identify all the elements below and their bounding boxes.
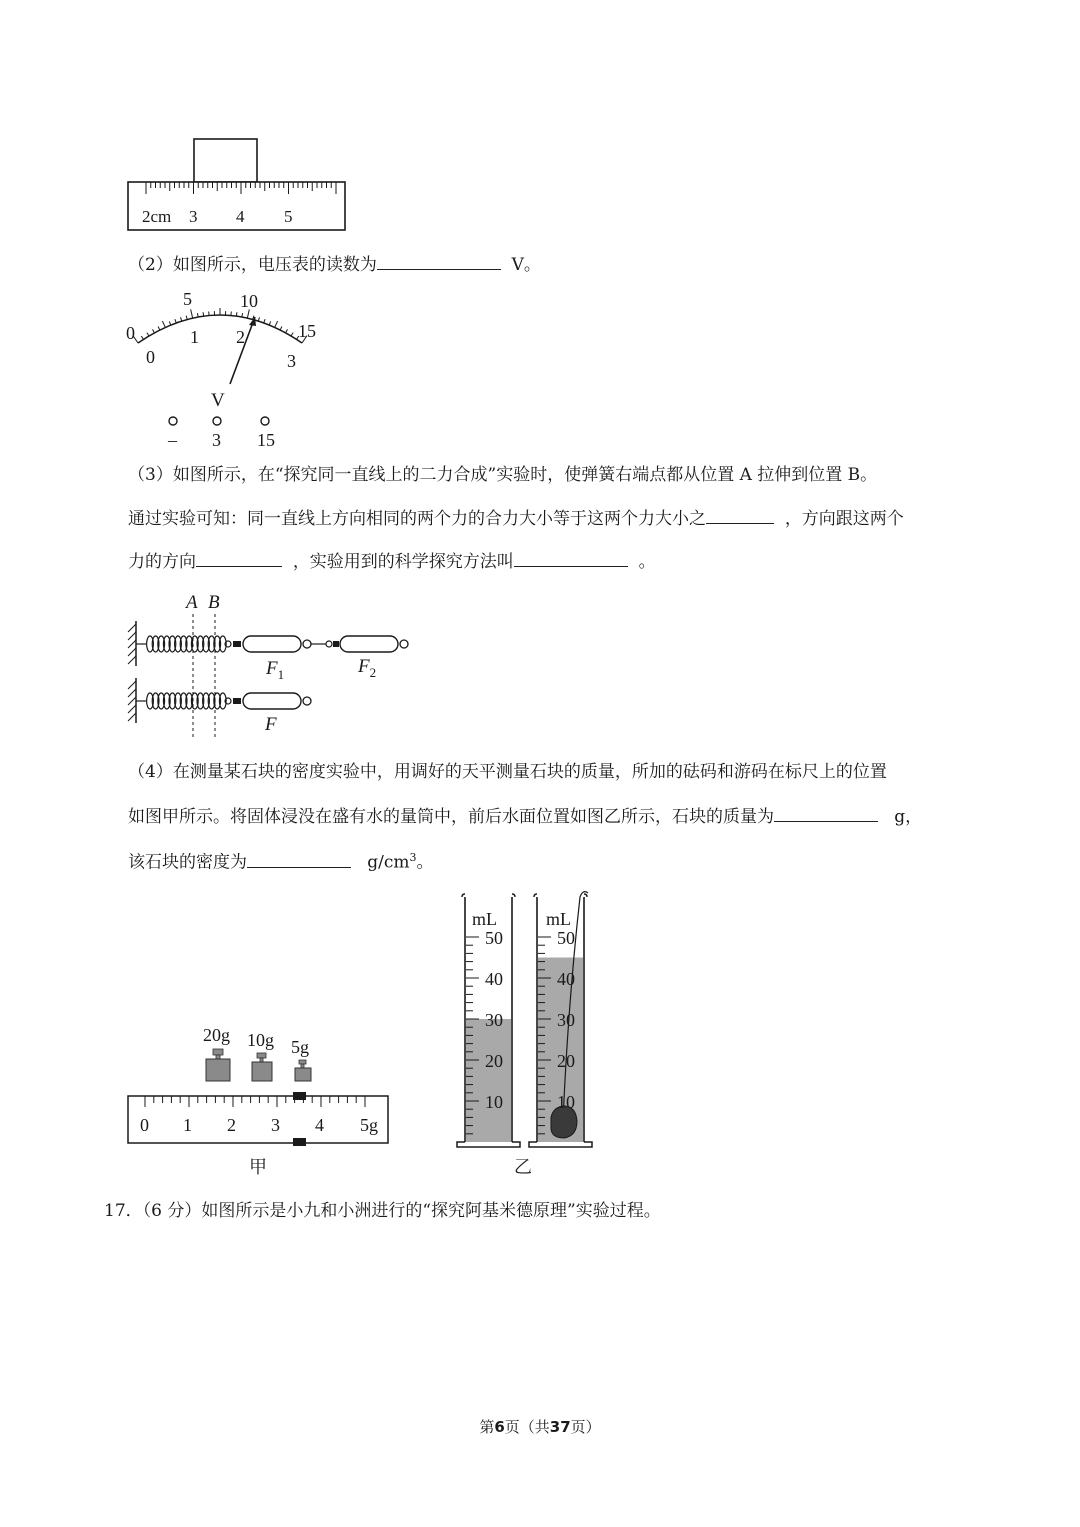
question-17: 17．（6 分）如图所示是小九和小洲进行的“探究阿基米德原理”实验过程。 — [104, 1201, 661, 1221]
position-a-label: A — [186, 592, 198, 613]
balance-scale-bar — [128, 1096, 388, 1143]
q4-text: 。 — [416, 852, 434, 873]
cylinder-2-label: 10 — [557, 1092, 575, 1112]
voltmeter-tick — [269, 321, 271, 325]
q3-line-1: （3）如图所示，在“探究同一直线上的二力合成”实验时，使弹簧右端点都从位置 A 拉伸到位置 B。 — [128, 465, 878, 485]
water-before — [466, 1019, 511, 1142]
cylinder-2-unit: mL — [546, 909, 571, 929]
wall-hatch — [128, 624, 136, 664]
weight-10g-neck — [260, 1058, 263, 1062]
volt-lower-label: 3 — [287, 351, 296, 371]
footer-text: 第 — [479, 1418, 495, 1436]
cylinder-1-label: 30 — [485, 1010, 503, 1030]
hook — [326, 641, 332, 647]
voltmeter-tick — [264, 319, 265, 323]
balance-figure — [120, 1020, 400, 1180]
cylinder-2-label: 40 — [557, 969, 575, 989]
q3-text: 通过实验可知：同一直线上方向相同的两个力的合力大小等于这两个力大小之 — [128, 509, 706, 529]
scale-connector — [233, 698, 241, 704]
weight-5g — [295, 1068, 311, 1081]
weight-5g-neck — [301, 1064, 304, 1068]
voltmeter-tick — [158, 326, 160, 330]
weight-5g-knob — [299, 1060, 306, 1064]
ruler-figure — [120, 130, 360, 240]
rider-bottom — [293, 1138, 306, 1146]
voltmeter-tick — [162, 321, 165, 327]
ruler-label: 2cm — [142, 207, 172, 226]
q4-line-2 — [128, 805, 922, 828]
terminal-3 — [213, 417, 221, 425]
page-number: 6 — [494, 1418, 505, 1436]
cylinder-1-rim — [462, 894, 515, 897]
spring-scale-f1 — [243, 636, 301, 652]
footer-text: 页（共 — [504, 1418, 550, 1436]
terminal-15 — [261, 417, 269, 425]
weight-20g-knob — [213, 1049, 223, 1055]
scale-connector — [333, 641, 339, 647]
weight-20g-neck — [216, 1055, 220, 1059]
answer-blank[interactable] — [196, 550, 282, 567]
voltmeter-tick — [236, 312, 237, 316]
weight-10g — [252, 1062, 272, 1081]
cylinder-1-label: 50 — [485, 928, 503, 948]
voltmeter-tick — [258, 317, 259, 321]
voltmeter-tick — [242, 313, 243, 317]
footer-text: 页） — [570, 1418, 601, 1436]
balance-scale-label: 1 — [183, 1115, 192, 1135]
q4-superscript: 3 — [409, 851, 417, 864]
spring-scale-f — [243, 693, 301, 709]
balance-scale-label: 4 — [315, 1115, 324, 1135]
force-f2-label: $F_2$ — [358, 656, 377, 680]
volt-upper-label: 15 — [298, 321, 316, 341]
volt-upper-label: 10 — [240, 291, 258, 311]
voltmeter-figure — [120, 285, 330, 455]
voltmeter-scale-arc — [138, 315, 302, 343]
terminal-label: – — [168, 430, 177, 450]
voltmeter-tick — [191, 309, 193, 318]
q4-line-3 — [128, 847, 433, 874]
voltmeter-tick — [203, 312, 204, 316]
cylinder-2-label: 30 — [557, 1010, 575, 1030]
scale-connector — [233, 641, 241, 647]
rider-top — [293, 1092, 306, 1100]
terminal-negative — [169, 417, 177, 425]
weight-label: 5g — [291, 1037, 309, 1057]
cylinder-1-unit: mL — [472, 909, 497, 929]
q2-text: （2）如图所示，电压表的读数为 — [128, 255, 377, 275]
question-2 — [128, 253, 541, 276]
weight-label: 10g — [247, 1030, 274, 1050]
q2-unit: V。 — [511, 255, 541, 275]
cylinder-2-rim — [534, 894, 587, 897]
volt-upper-label: 0 — [126, 323, 135, 343]
cylinder-1-label: 40 — [485, 969, 503, 989]
q3-text: ，方向跟这两个 — [784, 509, 904, 529]
cylinder-1-label: 10 — [485, 1092, 503, 1112]
force-f-label: F — [265, 714, 277, 735]
total-pages: 37 — [549, 1418, 571, 1436]
answer-blank[interactable] — [377, 253, 501, 270]
q4-text: 该石块的密度为 — [128, 852, 247, 873]
voltmeter-symbol: V — [211, 390, 225, 411]
ruler-label: 5 — [284, 207, 293, 226]
voltmeter-tick — [141, 336, 143, 339]
scale-ring — [303, 640, 311, 648]
voltmeter-tick — [186, 316, 187, 320]
spring-force-figure — [120, 588, 420, 743]
scale-ring — [400, 640, 408, 648]
spring-scale-f2 — [340, 636, 398, 652]
balance-scale-label: 0 — [140, 1115, 149, 1135]
q4-line-1: （4）在测量某石块的密度实验中，用调好的天平测量石块的质量，所加的砝码和游码在标尺上的位置 — [128, 762, 887, 782]
terminal-label: 15 — [257, 430, 275, 450]
answer-blank[interactable] — [247, 851, 351, 868]
volt-upper-label: 5 — [183, 289, 192, 309]
q4-text: g， — [894, 807, 923, 827]
q4-text: 如图甲所示。将固体浸没在盛有水的量筒中，前后水面位置如图乙所示，石块的质量为 — [128, 807, 774, 827]
voltmeter-tick — [291, 333, 293, 336]
volt-lower-label: 2 — [236, 327, 245, 347]
weight-label: 20g — [203, 1025, 230, 1045]
voltmeter-tick — [175, 319, 176, 323]
q4-text: g/cm — [367, 852, 410, 873]
cylinder-2-label: 50 — [557, 928, 575, 948]
figure-caption-jia: 甲 — [249, 1157, 267, 1177]
balance-scale-label: 5g — [360, 1115, 378, 1135]
position-b-label: B — [208, 592, 220, 613]
voltmeter-tick — [147, 333, 149, 336]
balance-scale-label: 3 — [271, 1115, 280, 1135]
cylinder-2-base — [529, 1142, 592, 1147]
balance-scale-label: 2 — [227, 1115, 236, 1135]
answer-blank[interactable] — [514, 550, 628, 567]
cylinder-1-label: 20 — [485, 1051, 503, 1071]
weight-20g — [206, 1059, 230, 1081]
voltmeter-tick — [197, 313, 198, 317]
voltmeter-tick — [152, 329, 154, 333]
q3-text: 。 — [638, 552, 656, 572]
page-footer — [0, 1416, 1080, 1437]
q3-text: 力的方向 — [128, 552, 196, 572]
cylinder-figure — [450, 885, 610, 1180]
q3-line-2 — [128, 507, 904, 530]
ruler-label: 3 — [189, 207, 198, 226]
cylinder-1-base — [457, 1142, 520, 1147]
terminal-label: 3 — [212, 430, 221, 450]
ruler-label: 4 — [236, 207, 245, 226]
voltmeter-tick — [286, 329, 288, 333]
measured-block — [194, 139, 257, 182]
q3-text: ，实验用到的科学探究方法叫 — [292, 552, 514, 572]
voltmeter-tick — [275, 321, 278, 327]
cylinder-2-label: 20 — [557, 1051, 575, 1071]
answer-blank[interactable] — [706, 507, 774, 524]
volt-lower-label: 0 — [146, 347, 155, 367]
voltmeter-tick — [169, 321, 171, 325]
force-f1-label: $F_1$ — [266, 658, 285, 682]
voltmeter-tick — [280, 326, 282, 330]
answer-blank[interactable] — [774, 805, 878, 822]
volt-lower-label: 1 — [190, 327, 199, 347]
wall-hatch — [128, 681, 136, 721]
q3-line-3 — [128, 550, 656, 573]
voltmeter-tick — [181, 317, 182, 321]
scale-ring — [303, 697, 311, 705]
figure-caption-yi: 乙 — [514, 1157, 532, 1177]
weight-10g-knob — [257, 1053, 266, 1058]
